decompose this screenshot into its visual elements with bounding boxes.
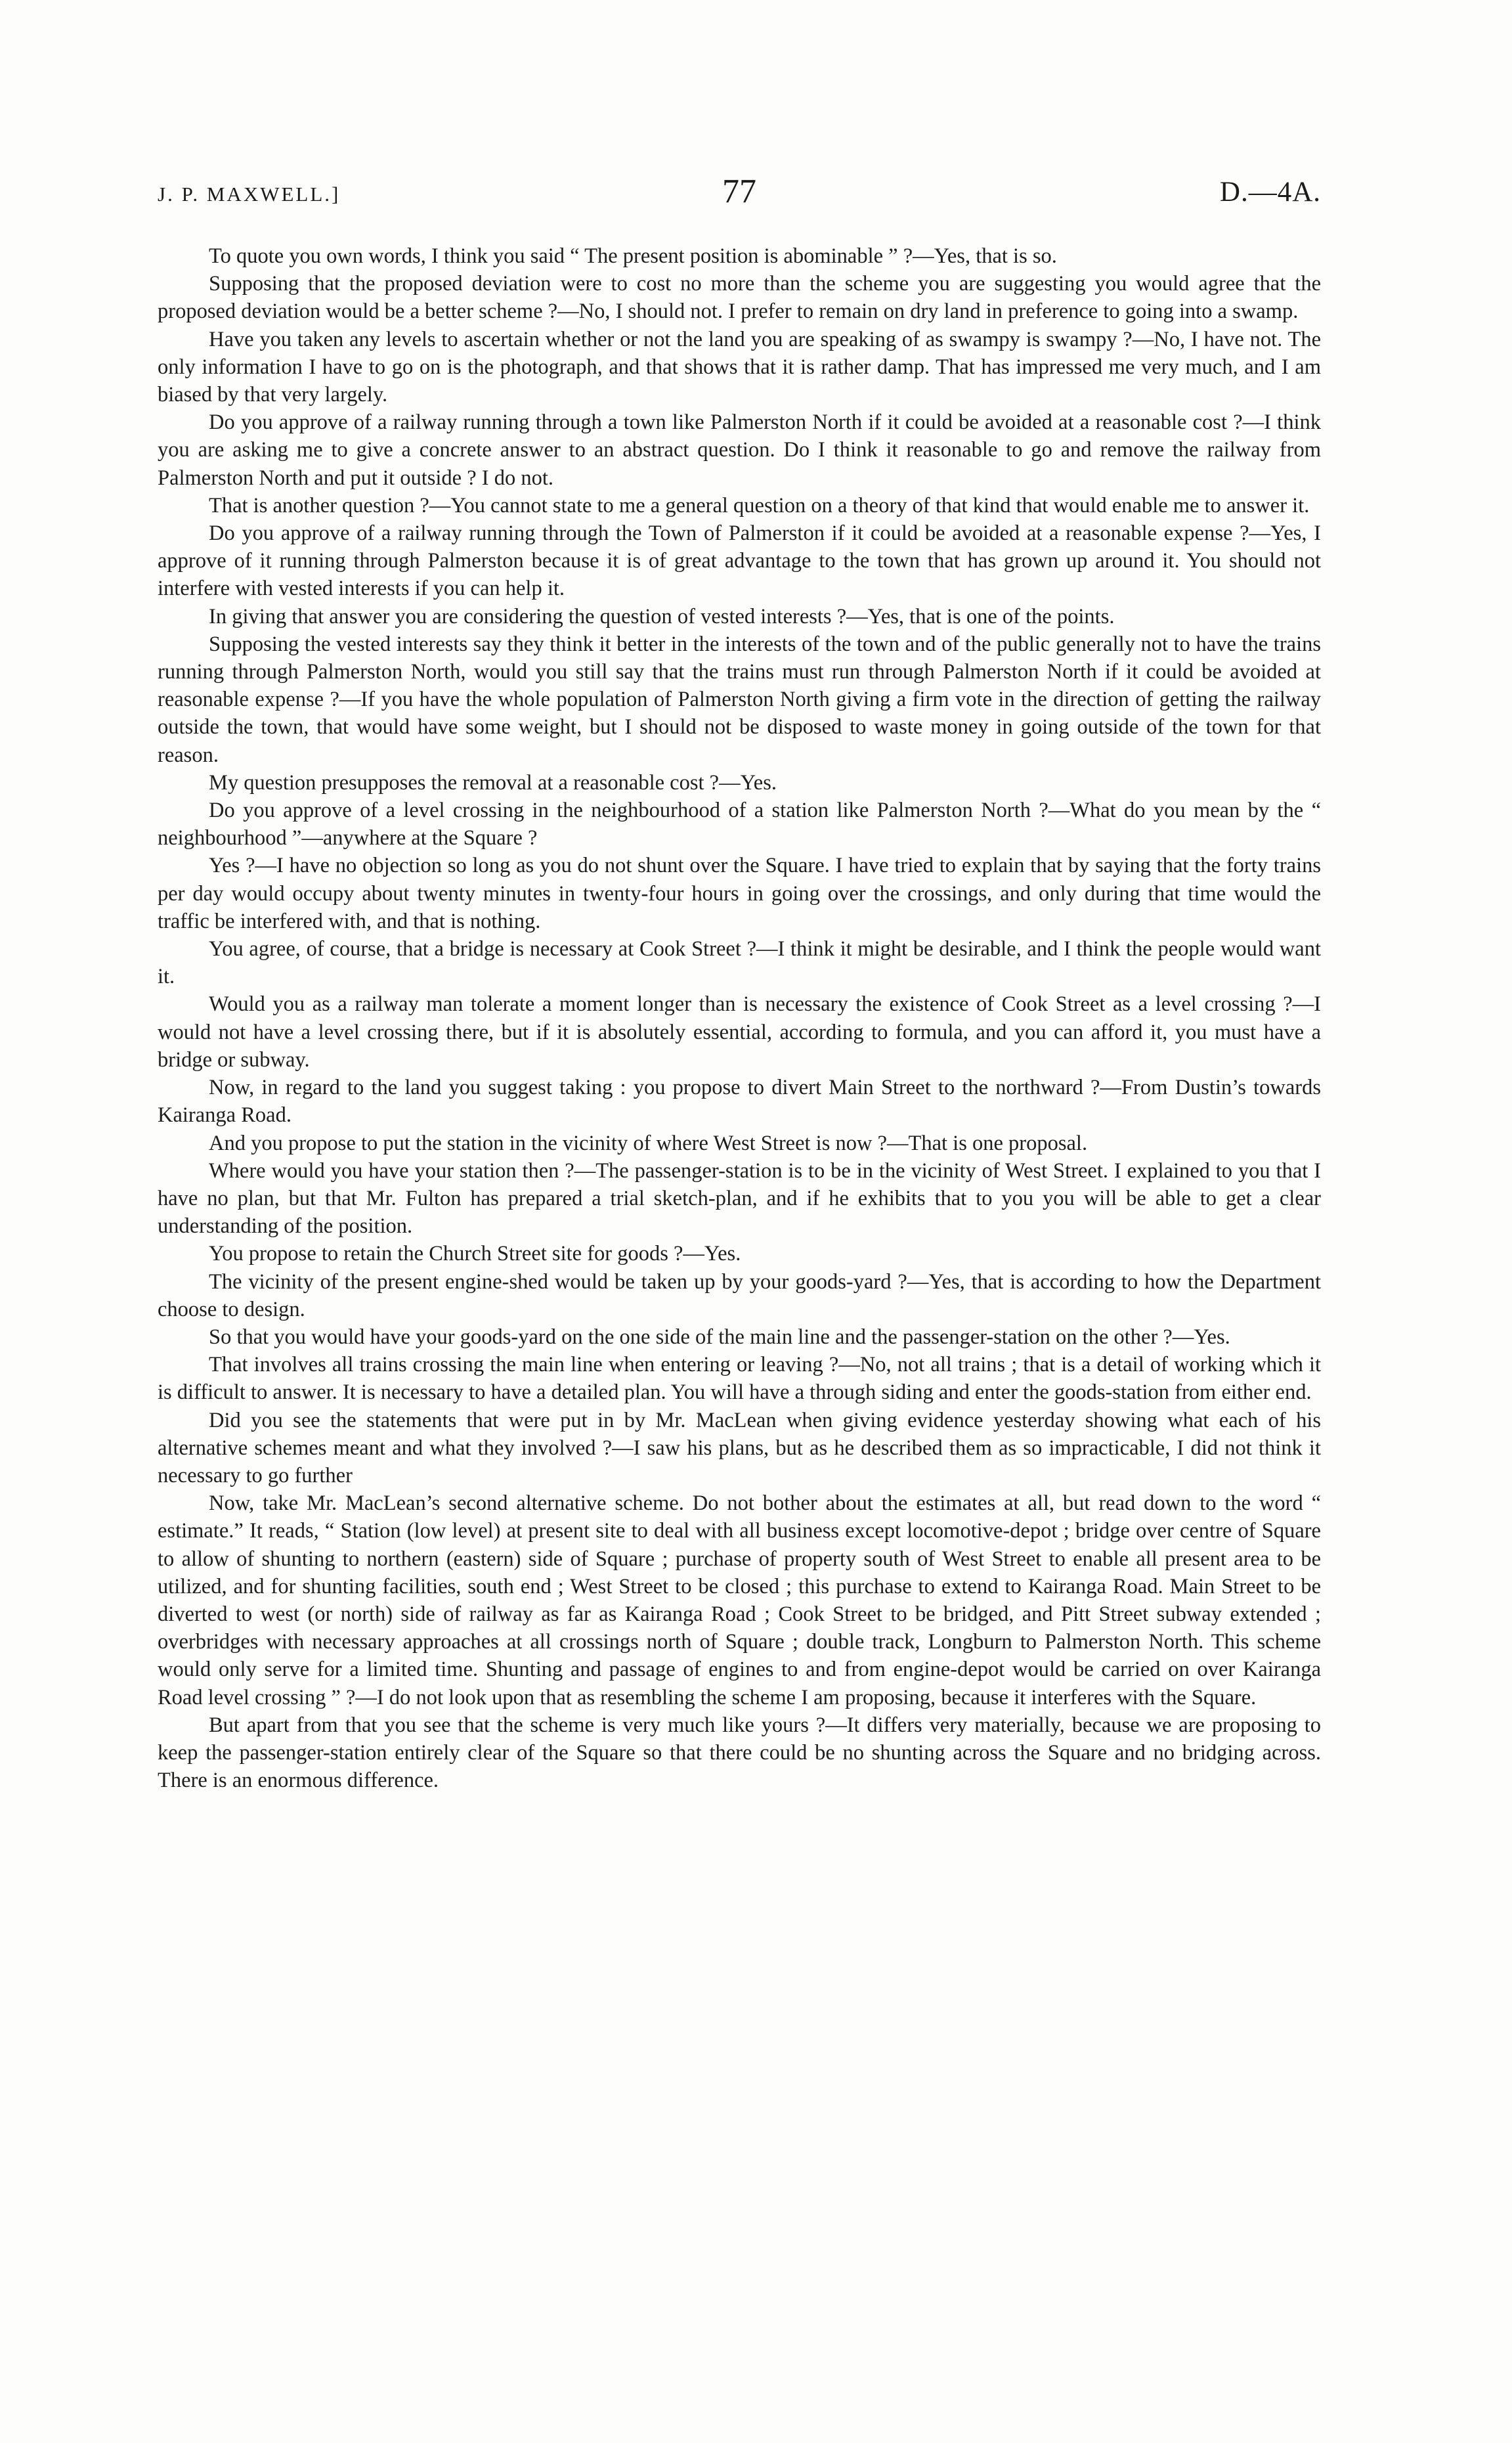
paragraph: Supposing the vested interests say they think it better in the interests of the town and of the public generally not to have the trains running through Palmerston North, would you still say that the trains must run through Palmerston North if it could be avoided at reasonable expense ?—If you have the whole population of Palmerston North giving a firm vote in the direction of getting the railway outside the town, that would have some weight, but I should not be disposed to waste money in going outside of the town for that reason. — [158, 632, 1321, 767]
paragraph: Do you approve of a railway running through a town like Palmerston North if it could be avoided at a reasonable cost ?—I think you are asking me to give a concrete answer to an abstract question. Do I think it reasonable to go and remove the railway from Palmerston North and put it outside ? I do not. — [158, 410, 1321, 490]
witness-name-header: J. P. MAXWELL.] — [158, 183, 341, 206]
paragraph: Now, take Mr. MacLean’s second alternative scheme. Do not bother about the estimates at all, but read down to the word “ estimate.” It reads, “ Station (low level) at present site to deal with all business except locomotive-depot ; bridge over centre of Square to allow of shunting to northern (eastern) side of Square ; purchase of property south of West Street to enable all present area to be utilized, and for shunting facilities, south end ; West Street to be closed ; this purchase to extend to Kairanga Road. Main Street to be diverted to west (or north) side of railway as far as Kairanga Road ; Cook Street to be bridged, and Pitt Street subway extended ; overbridges with necessary approaches at all crossings north of Square ; double track, Longburn to Palmerston North. This scheme would only serve for a limited time. Shunting and passage of engines to and from engine-depot would be carried on over Kairanga Road level crossing ” ?—I do not look upon that as resembling the scheme I am proposing, because it interferes with the Square. — [158, 1491, 1321, 1709]
paragraph: To quote you own words, I think you said “ The present position is abominable ” ?—Yes, that is so. — [209, 244, 1057, 268]
paragraph: You propose to retain the Church Street site for goods ?—Yes. — [209, 1242, 741, 1266]
paragraph: My question presupposes the removal at a reasonable cost ?—Yes. — [209, 770, 777, 795]
paragraph: The vicinity of the present engine-shed would be taken up by your goods-yard ?—Yes, that is according to how the Department choose to design. — [158, 1269, 1321, 1321]
paragraph: Would you as a railway man tolerate a moment longer than is necessary the existence of Cook Street as a level crossing ?—I would not have a level crossing there, but if it is absolutely essential, according to formula, and you can afford it, you must have a bridge or subway. — [158, 992, 1321, 1072]
paragraph: Have you taken any levels to ascertain whether or not the land you are speaking of as swampy is swampy ?—No, I have not. The only information I have to go on is the photograph, and that shows that it is rather damp. That has impressed me very much, and I am biased by that very largely. — [158, 327, 1321, 407]
paragraph: But apart from that you see that the scheme is very much like yours ?—It differs very materially, because we are proposing to keep the passenger-station entirely clear of the Square so that there could be no shunting across the Square and no bridging across. There is an enormous difference. — [158, 1713, 1321, 1793]
paragraph: Now, in regard to the land you suggest taking : you propose to divert Main Street to the northward ?—From Dustin’s towards Kairanga Road. — [158, 1076, 1321, 1128]
document-reference: D.—4A. — [1219, 177, 1321, 208]
paragraph: That is another question ?—You cannot state to me a general question on a theory of that kind that would enable me to answer it. — [209, 493, 1310, 517]
paragraph: In giving that answer you are considering the question of vested interests ?—Yes, that is one of the points. — [209, 604, 1115, 628]
paragraph: And you propose to put the station in the vicinity of where West Street is now ?—That is one proposal. — [209, 1131, 1088, 1155]
paragraph: You agree, of course, that a bridge is necessary at Cook Street ?—I think it might be desirable, and I think the people would want it. — [158, 937, 1321, 989]
paragraph: That involves all trains crossing the main line when entering or leaving ?—No, not all trains ; that is a detail of working which it is difficult to answer. It is necessary to have a detailed plan. You will have a through siding and enter the goods-station from either end. — [158, 1353, 1321, 1405]
paragraph: Where would you have your station then ?—The passenger-station is to be in the vicinity of West Street. I explained to you that I have no plan, but that Mr. Fulton has prepared a trial sketch-plan, and if he exhibits that to you you will be able to get a clear understanding of the position. — [158, 1158, 1321, 1239]
paragraph: Did you see the statements that were put in by Mr. MacLean when giving evidence yesterday showing what each of his alternative schemes meant and what they involved ?—I saw his plans, but as he described them as so impracticable, I did not think it necessary to go further — [158, 1408, 1321, 1487]
paragraph: Yes ?—I have no objection so long as you do not shunt over the Square. I have tried to explain that by saying that the forty trains per day would occupy about twenty minutes in twenty-four hours in going over the crossings, and only during that time would the traffic be interfered with, and that is nothing. — [158, 854, 1321, 933]
page-number: 77 — [722, 173, 756, 210]
page-header — [158, 172, 1321, 225]
paragraph: Do you approve of a level crossing in the neighbourhood of a station like Palmerston North ?—What do you mean by the “ neighbourhood ”—anywhere at the Square ? — [158, 799, 1321, 850]
paragraph: Do you approve of a railway running through the Town of Palmerston if it could be avoided at a reasonable expense ?—Yes, I approve of it running through Palmerston because it is of great advantage to the town that has grown up around it. You should not interfere with vested interests if you can help it. — [158, 521, 1321, 601]
testimony-text — [158, 242, 1321, 1794]
paragraph: So that you would have your goods-yard on the one side of the main line and the passenger-station on the other ?—Yes. — [209, 1325, 1230, 1349]
paragraph: Supposing that the proposed deviation were to cost no more than the scheme you are suggesting you would agree that the proposed deviation would be a better scheme ?—No, I should not. I prefer to remain on dry land in preference to going into a swamp. — [158, 272, 1321, 324]
